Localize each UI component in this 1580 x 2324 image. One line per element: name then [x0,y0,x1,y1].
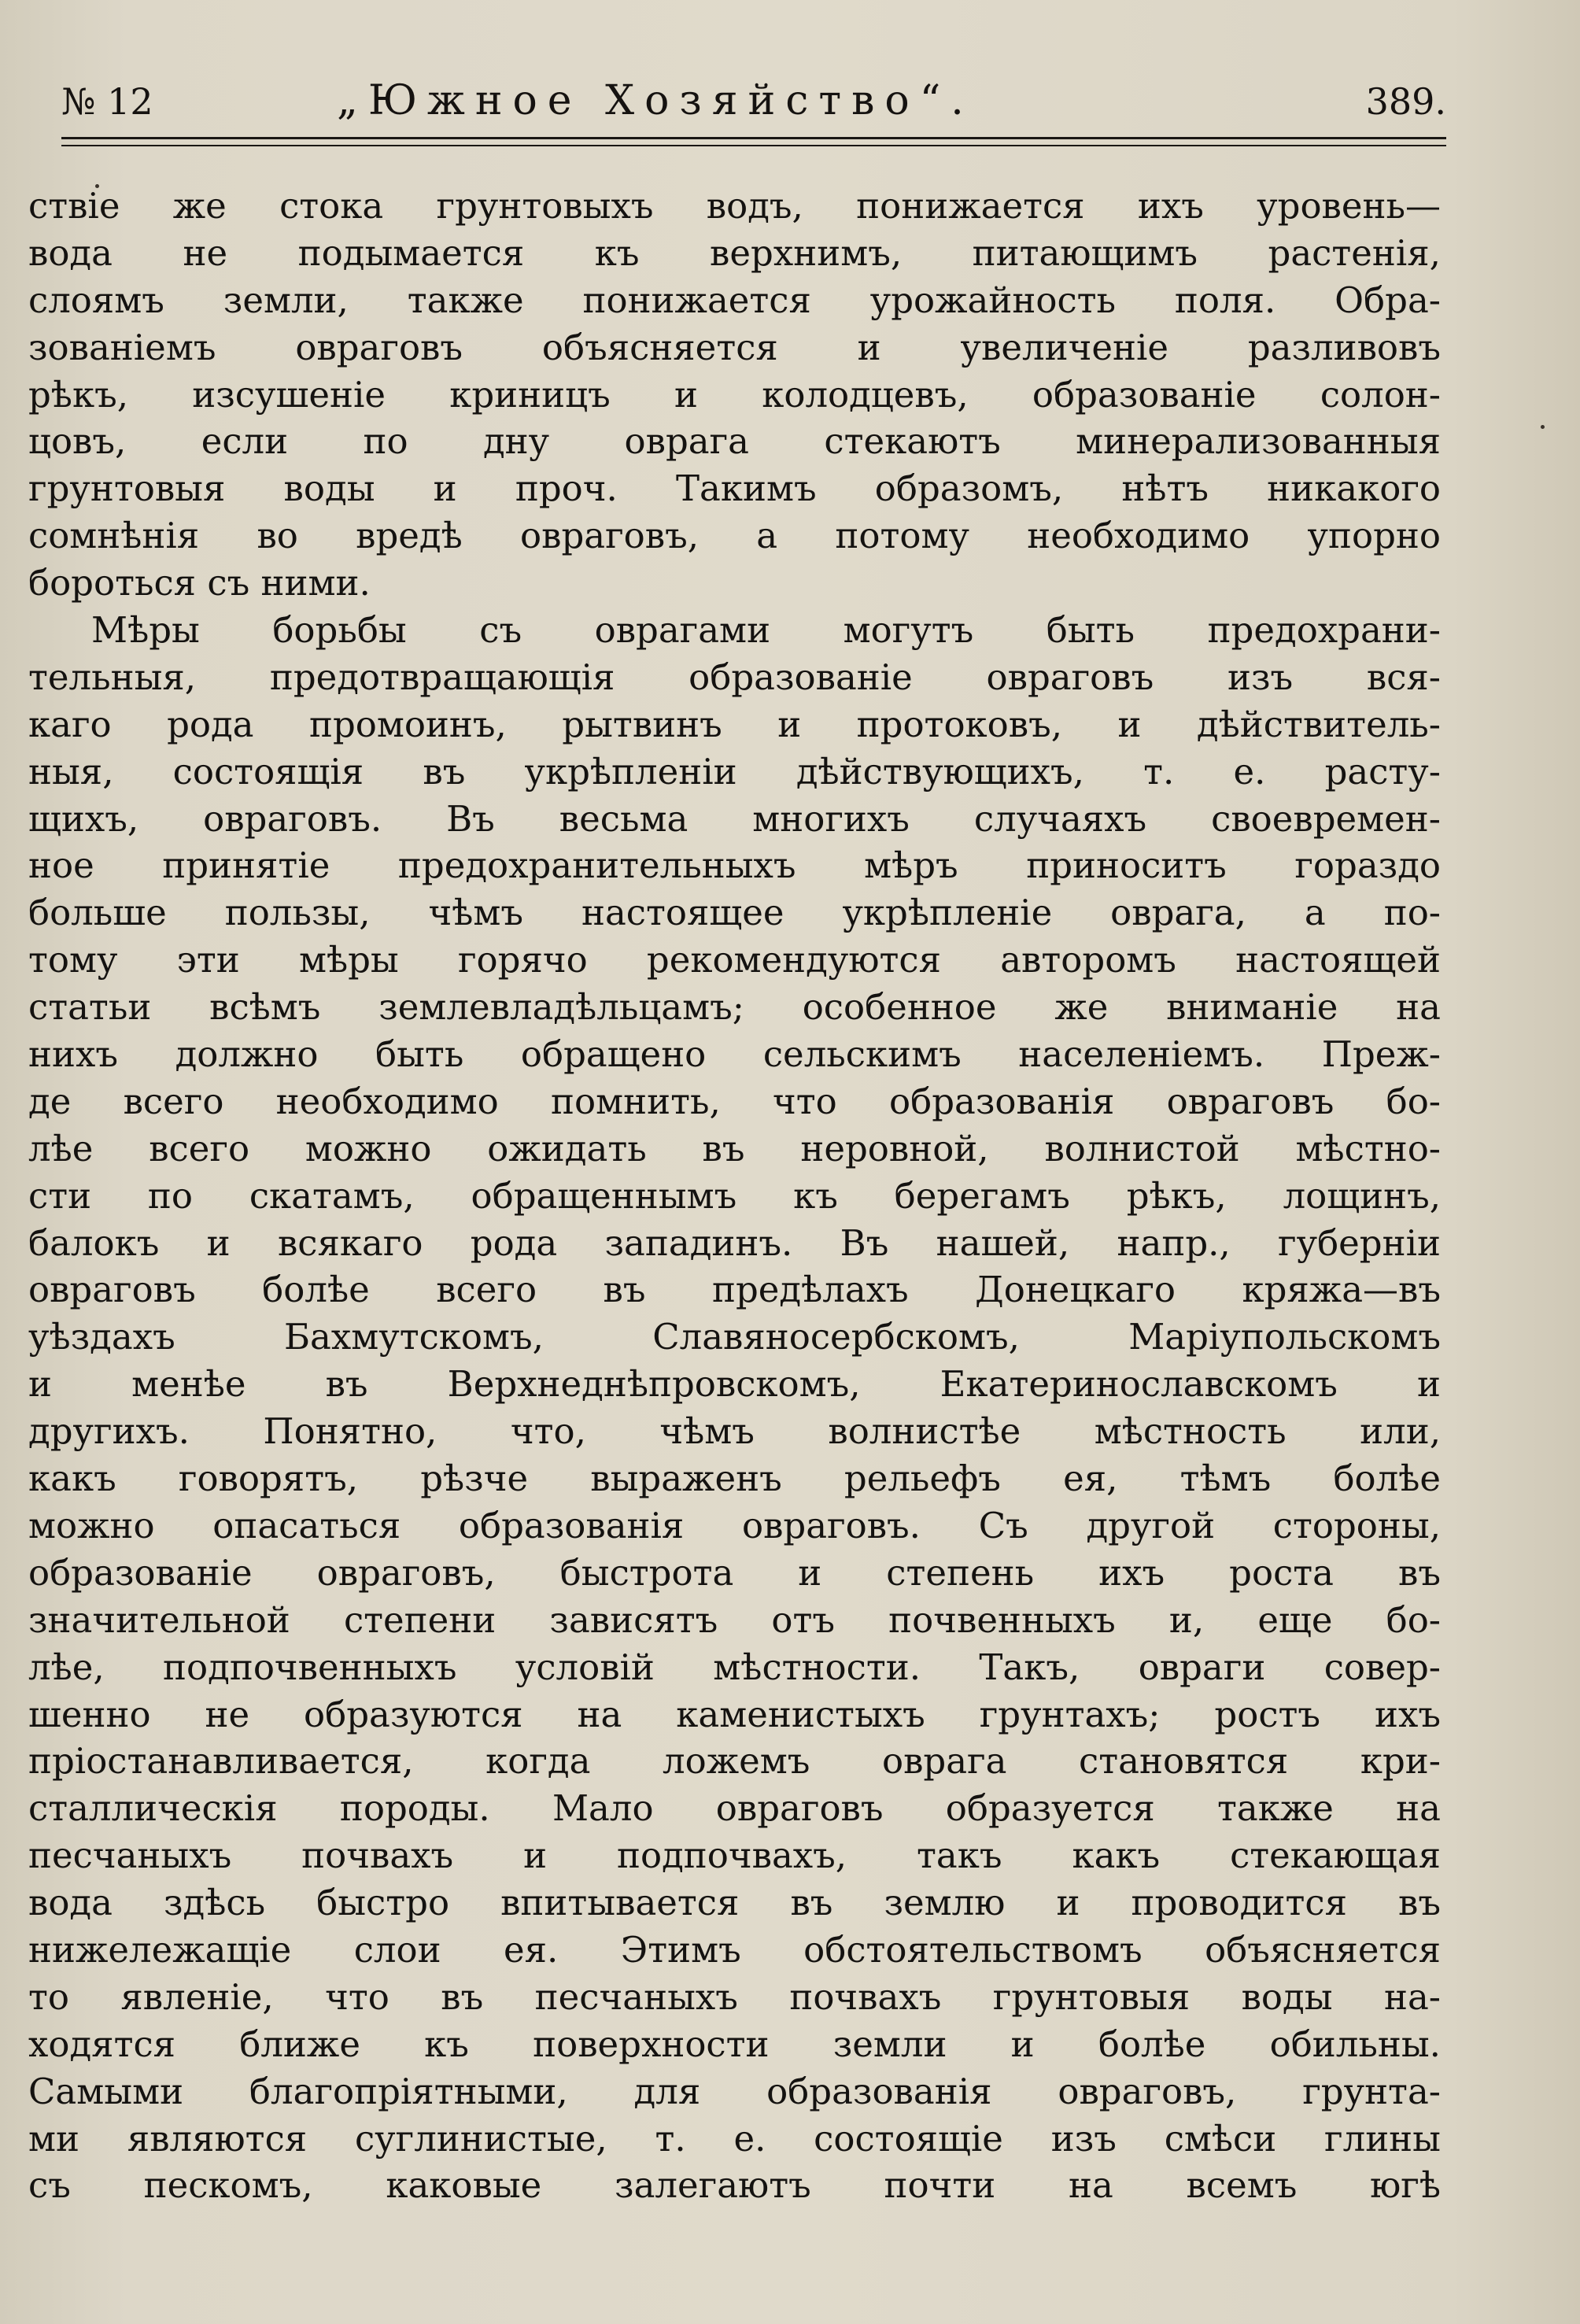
text-line: де всего необходимо помнить, что образованія овраговъ бо- [28,1080,1441,1122]
text-line: нихъ должно быть обращено сельскимъ населеніемъ. Преж- [28,1033,1441,1076]
text-line: то явленіе, что въ песчаныхъ почвахъ грунтовыя воды на- [28,1975,1441,2018]
journal-title: „Южное Хозяйство“. [337,77,974,124]
running-header [61,72,1446,143]
paragraph-start-line: Мѣры борьбы съ оврагами могутъ быть предохрани- [91,609,1441,652]
text-line: вода не подымается къ верхнимъ, питающимъ растенія, [28,231,1441,274]
text-line: другихъ. Понятно, что, чѣмъ волнистѣе мѣстность или, [28,1410,1441,1453]
text-line: каго рода промоинъ, рытвинъ и протоковъ, и дѣйствитель- [28,703,1441,745]
text-line: ныя, состоящія въ укрѣпленіи дѣйствующихъ, т. е. расту- [28,750,1441,793]
text-line: овраговъ болѣе всего въ предѣлахъ Донецкаго кряжа—въ [28,1269,1441,1311]
text-line: тому эти мѣры горячо рекомендуются авторомъ настоящей [28,939,1441,981]
text-line: ное принятіе предохранительныхъ мѣръ приноситъ гораздо [28,844,1441,887]
text-line: шенно не образуются на каменистыхъ грунтахъ; ростъ ихъ [28,1693,1441,1735]
issue-number: № 12 [61,80,153,123]
text-line: лѣе, подпочвенныхъ условій мѣстности. Такъ, овраги совер- [28,1646,1441,1688]
text-line: значительной степени зависятъ отъ почвенныхъ и, еще бо- [28,1598,1441,1641]
text-line: образованіе овраговъ, быстрота и степень ихъ роста въ [28,1551,1441,1594]
text-line: цовъ, если по дну оврага стекаютъ минерализованныя [28,420,1441,463]
text-line: вода здѣсь быстро впитывается въ землю и проводится въ [28,1882,1441,1924]
text-line: сомнѣнія во вредѣ овраговъ, а потому необходимо упорно [28,515,1441,557]
page-number: 389. [1365,80,1446,123]
text-line: нижележащіе слои ея. Этимъ обстоятельствомъ объясняется [28,1928,1441,1971]
text-line: ствіе же стока грунтовыхъ водъ, понижается ихъ уровень— [28,185,1441,227]
text-line: уѣздахъ Бахмутскомъ, Славяносербскомъ, Маріупольскомъ [28,1316,1441,1358]
text-line: сталлическія породы. Мало овраговъ образуется также на [28,1787,1441,1830]
text-line: можно опасаться образованія овраговъ. Съ другой стороны, [28,1504,1441,1546]
text-line: песчаныхъ почвахъ и подпочвахъ, такъ какъ стекающая [28,1834,1441,1877]
header-rule [61,137,1446,139]
header-rule-thin [61,145,1446,146]
text-line: сти по скатамъ, обращеннымъ къ берегамъ рѣкъ, лощинъ, [28,1174,1441,1217]
article-body [28,183,1441,2209]
text-line: съ пескомъ, каковые залегаютъ почти на всемъ югѣ [28,2164,1441,2207]
text-line: статьи всѣмъ землевладѣльцамъ; особенное же вниманіе на [28,986,1441,1029]
text-line: щихъ, овраговъ. Въ весьма многихъ случаяхъ своевремен- [28,797,1441,840]
text-line: ходятся ближе къ поверхности земли и болѣе обильны. [28,2023,1441,2065]
text-line: тельныя, предотвращающія образованіе овраговъ изъ вся- [28,656,1441,698]
text-line: пріостанавливается, когда ложемъ оврага становятся кри- [28,1740,1441,1783]
text-line: Самыми благопріятными, для образованія овраговъ, грунта- [28,2070,1441,2112]
text-line: ми являются суглинистые, т. е. состоящіе изъ смѣси глины [28,2117,1441,2160]
text-line: лѣе всего можно ожидать въ неровной, волнистой мѣстно- [28,1127,1441,1169]
text-line: и менѣе въ Верхнеднѣпровскомъ, Екатеринославскомъ и [28,1363,1441,1406]
text-line: больше пользы, чѣмъ настоящее укрѣпленіе оврага, а по- [28,892,1441,934]
text-line: рѣкъ, изсушеніе криницъ и колодцевъ, образованіе солон- [28,373,1441,416]
text-line: какъ говорятъ, рѣзче выраженъ рельефъ ея, тѣмъ болѣе [28,1458,1441,1500]
text-line: бороться съ ними. [28,562,371,604]
text-line: слоямъ земли, также понижается урожайность поля. Обра- [28,279,1441,321]
text-line: грунтовыя воды и проч. Такимъ образомъ, нѣтъ никакого [28,467,1441,510]
text-line: балокъ и всякаго рода западинъ. Въ нашей, напр., губерніи [28,1221,1441,1264]
ink-speck [1541,425,1545,429]
text-line: зованіемъ овраговъ объясняется и увеличеніе разливовъ [28,326,1441,368]
